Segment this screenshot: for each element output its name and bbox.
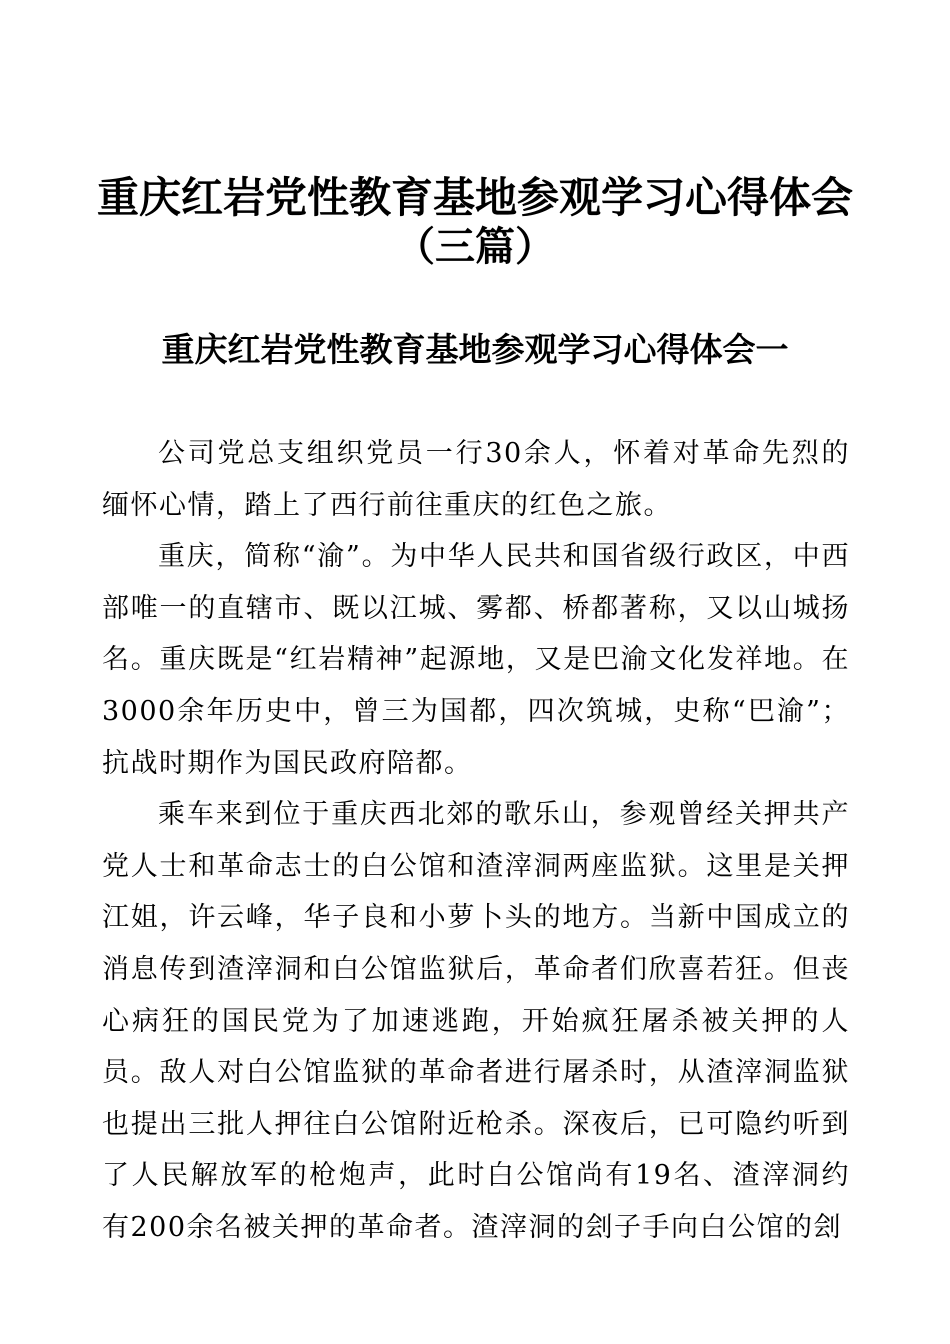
document-title: 重庆红岩党性教育基地参观学习心得体会 [96,173,853,222]
section-title: 重庆红岩党性教育基地参观学习心得体会一 [161,330,789,369]
paragraph: 乘车来到位于重庆西北郊的歌乐山，参观曾经关押共产党人士和革命志士的白公馆和渣滓洞两座监狱。这里是关押江姐，许云峰，华子良和小萝卜头的地方。当新中国成立的消息传到渣滓洞和白公馆监狱后，革命者们欣喜若狂。但丧心病狂的国民党为了加速逃跑，开始疯狂屠杀被关押的人员。敌人对白公馆监狱的革命者进行屠杀时，从渣滓洞监狱也提出三批人押往白公馆附近枪杀。深夜后，已可隐约听到了人民解放军的枪炮声，此时白公馆尚有19名、渣滓洞约有200余名被关押的革命者。渣滓洞的刽子手向白公馆的刽 [102,799,850,1243]
document-subtitle: （三篇） [395,224,555,270]
paragraph: 公司党总支组织党员一行30余人，怀着对革命先烈的缅怀心情，踏上了西行前往重庆的红色之旅。 [102,438,850,521]
paragraph: 重庆，简称“渝”。为中华人民共和国省级行政区，中西部唯一的直辖市、既以江城、雾都、桥都著称，又以山城扬名。重庆既是“红岩精神”起源地，又是巴渝文化发祥地。在3000余年历史中，曾三为国都，四次筑城，史称“巴渝”；抗战时期作为国民政府陪都。 [102,541,850,779]
body-text [102,428,850,1254]
